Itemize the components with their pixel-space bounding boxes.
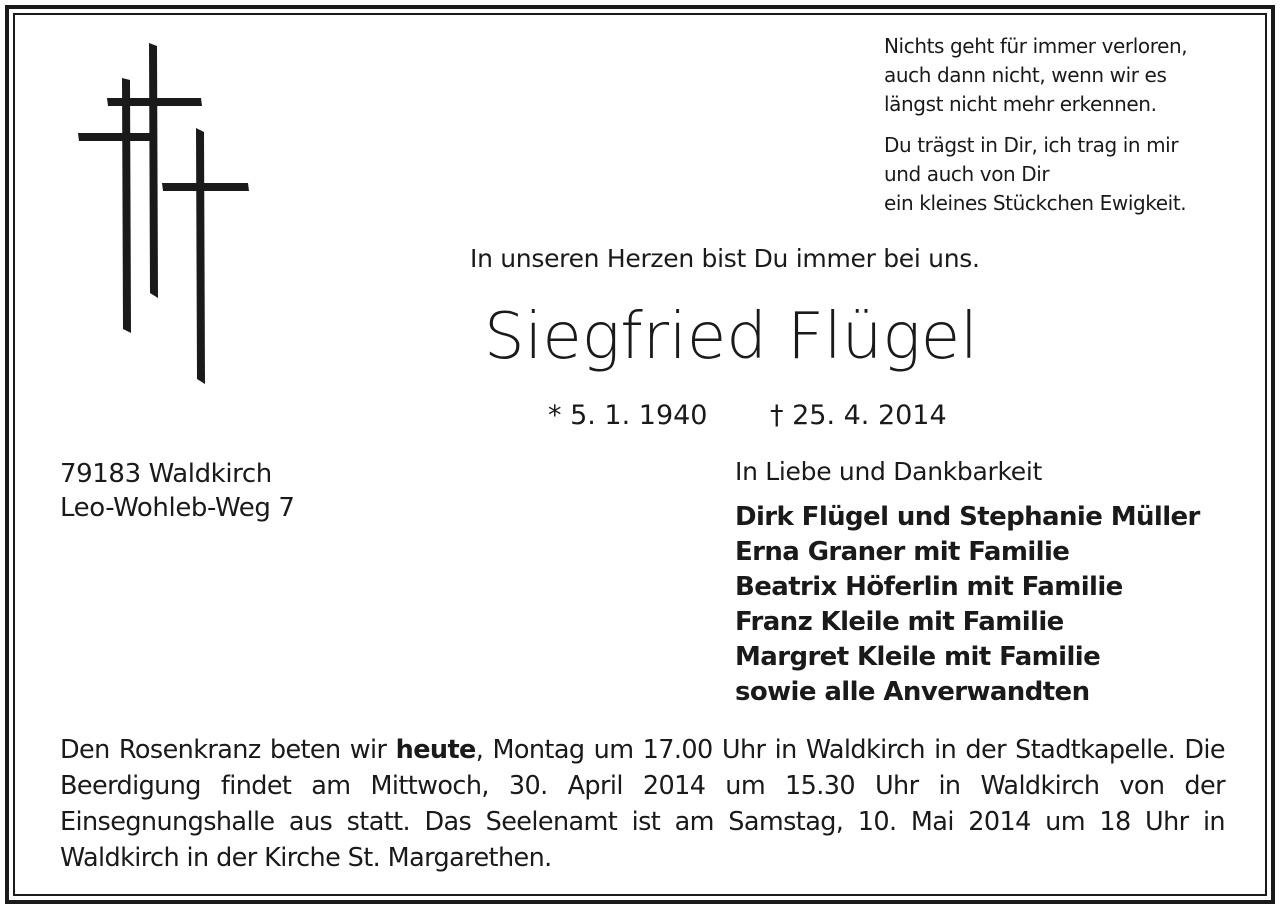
- mourners-list: [735, 500, 1200, 710]
- cross-right-horizontal: [162, 183, 249, 191]
- cross-left-horizontal: [78, 133, 151, 141]
- cross-middle-horizontal: [107, 98, 202, 106]
- birth-date: * 5. 1. 1940: [548, 400, 708, 431]
- address: [60, 457, 294, 525]
- mourner-name: Beatrix Höferlin mit Familie: [735, 572, 1123, 602]
- deceased-name: Siegfried Flügel: [484, 300, 978, 374]
- poem-line: längst nicht mehr erkennen.: [884, 92, 1157, 116]
- mourner-name: Erna Graner mit Familie: [735, 537, 1070, 567]
- notice-text-start: Den Rosenkranz beten wir: [60, 735, 396, 765]
- address-street: Leo-Wohleb-Weg 7: [60, 493, 295, 523]
- mourner-name: sowie alle Anverwandten: [735, 677, 1090, 707]
- cross-left-vertical: [122, 78, 131, 333]
- funeral-notice: [60, 732, 1225, 876]
- poem-line: und auch von Dir: [884, 162, 1050, 186]
- poem-line: ein kleines Stückchen Ewigkeit.: [884, 191, 1187, 215]
- poem-line: auch dann nicht, wenn wir es: [884, 63, 1167, 87]
- motto: In unseren Herzen bist Du immer bei uns.: [470, 244, 980, 273]
- notice-highlight: heute: [395, 735, 476, 765]
- cross-middle-vertical: [149, 43, 158, 298]
- address-city: 79183 Waldkirch: [60, 459, 272, 489]
- mourner-name: Margret Kleile mit Familie: [735, 642, 1101, 672]
- poem-stanza-1: [884, 32, 1187, 119]
- cross-right-vertical: [196, 128, 205, 384]
- mourner-name: Dirk Flügel und Stephanie Müller: [735, 502, 1200, 532]
- three-crosses-icon: [75, 40, 255, 390]
- poem-line: Du trägst in Dir, ich trag in mir: [884, 133, 1179, 157]
- death-date: † 25. 4. 2014: [770, 400, 947, 431]
- mourner-name: Franz Kleile mit Familie: [735, 607, 1064, 637]
- notice-text-rest: , Montag um 17.00 Uhr in Waldkirch in der Stadtkapelle. Die Beerdigung findet am Mittwoch, 30. April 2014 um 15.30 Uhr in Waldkirch von der Einsegnungshalle aus statt. Das Seelenamt ist am Samstag, 10. Mai 2014 um 18 Uhr in Waldkirch in der Kirche St. Margarethen.: [60, 735, 1225, 873]
- poem-stanza-2: [884, 131, 1186, 218]
- thanks-line: In Liebe und Dankbarkeit: [735, 457, 1042, 486]
- poem-line: Nichts geht für immer verloren,: [884, 34, 1188, 58]
